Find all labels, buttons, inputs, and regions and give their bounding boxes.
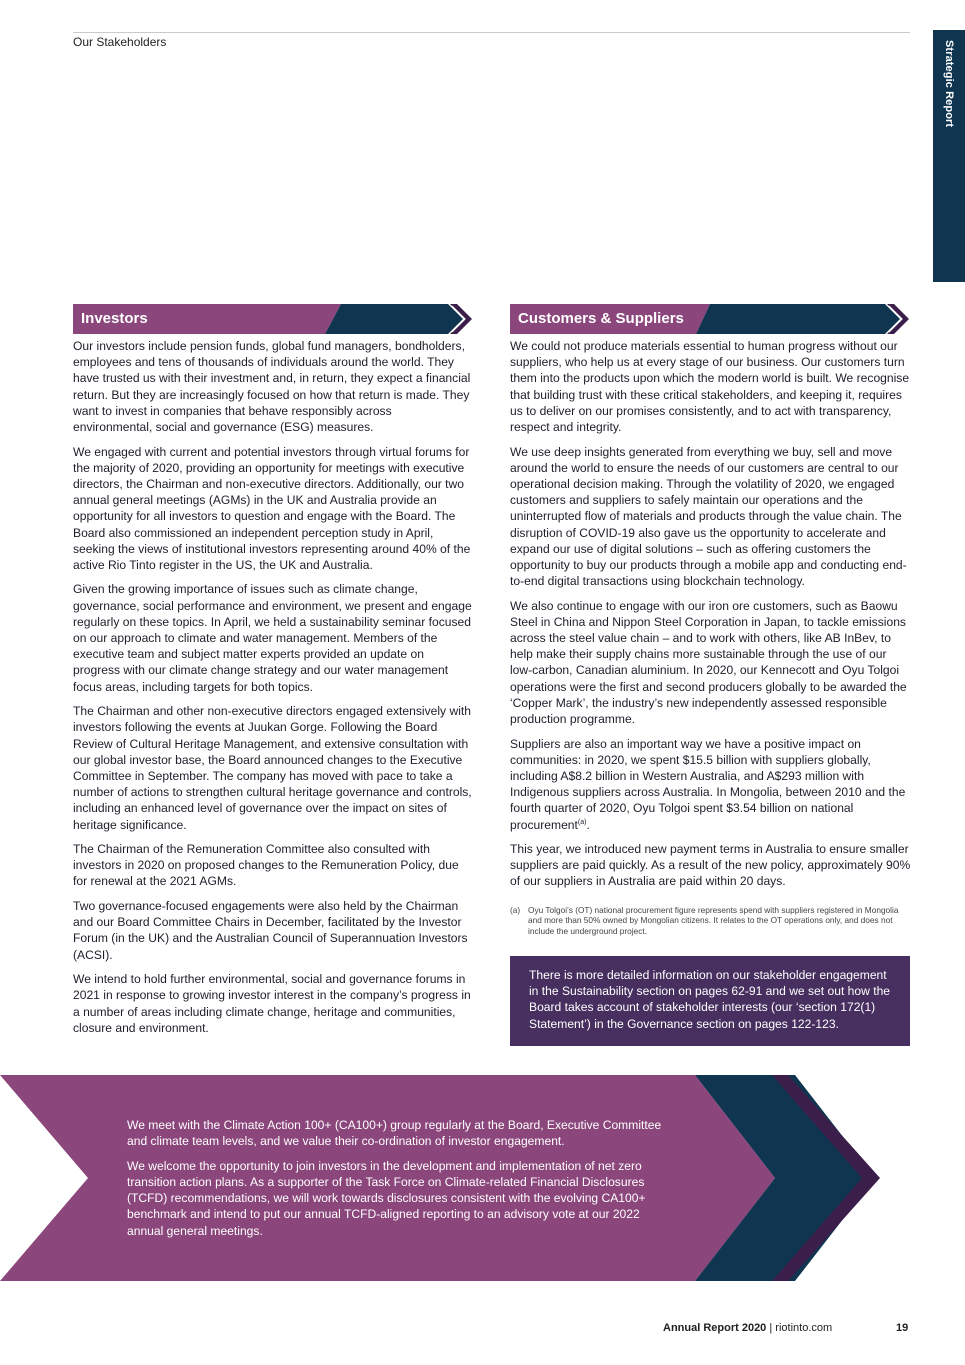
procurement-period: . — [586, 817, 590, 832]
investors-paragraph: We engaged with current and potential investors through virtual forums for the majority of 2020, providing an opportunity for meetings with executive directors, the Chairman and non-executive directors. Additionally, our two annual general meetings (AGMs) in the UK and Australia provide an opportunity for all investors to question and engage with the Board. The Board also commissioned an independent perception study in April, seeking the views of institutional investors representing around 40% of the active Rio Tinto register in the US, the UK and Australia. — [73, 444, 471, 572]
info-box-text: There is more detailed information on our stakeholder engagement in the Sustainability section on pages 62-91 and we set out how the Board takes account of stakeholder interests (our ‘section 172(1) Statement’) in the Governance section on pages 122-123. — [529, 968, 891, 1031]
investors-paragraph: Given the growing importance of issues such as climate change, governance, social performance and environment, we present and engage regularly on these topics. In April, we held a sustainability seminar focused on our approach to climate and water management. Members of the executive team and subject matter experts provided an update on progress with our climate change strategy and our water management focus areas, including targets for both topics. — [73, 582, 472, 694]
callout-paragraph: We welcome the opportunity to join investors in the development and implementation of net zero transition action plans. As a supporter of the Task Force on Climate-related Financial Disclosures (TCFD) recommendations, we will work towards disclosures consistent with the evolving CA100+ benchmark and intend to put our annual TCFD-aligned reporting to an advisory vote at our 2022 annual general meetings. — [127, 1158, 646, 1238]
side-tab-label: Strategic Report — [943, 40, 955, 128]
customers-body — [510, 338, 911, 936]
footnote-mark: (a) — [510, 904, 521, 915]
customers-paragraph-procurement — [510, 736, 911, 833]
footnote-reference: (a) — [577, 818, 587, 826]
procurement-text: Suppliers are also an important way we have a positive impact on communities: in 2020, we spent $15.5 billion with suppliers globally, including A$8.2 billion in Western Australia, and A$293 million with Indigenous suppliers across Australia. In Mongolia, between 2010 and the fourth quarter of 2020, Oyu Tolgoi spent $3.54 billion on national procurement — [510, 736, 906, 832]
customers-title: Customers & Suppliers — [518, 310, 684, 327]
customers-paragraph: This year, we introduced new payment terms in Australia to ensure smaller suppliers are paid quickly. As a result of the new policy, approximately 90% of our suppliers in Australia are paid within 20 days. — [510, 842, 911, 889]
investors-banner — [73, 304, 473, 334]
customers-banner — [510, 304, 910, 334]
customers-paragraph: We could not produce materials essential to human progress without our suppliers, who help us at every stage of our business. Our customers turn them into the products upon which the modern world is built. We recognise that building trust with these critical stakeholders, and keeping it, requires us to deliver on our promises consistently, and to act with transparency, respect and integrity. — [510, 339, 910, 435]
callout-paragraph: We meet with the Climate Action 100+ (CA100+) group regularly at the Board, Executive Committee and climate team levels, and we value their co-ordination of investor engagement. — [127, 1118, 662, 1149]
footer-report-title: Annual Report 2020 — [663, 1322, 767, 1334]
footer-separator: | — [769, 1322, 773, 1334]
investors-paragraph: Two governance-focused engagements were also held by the Chairman and our Board Committee Chairs in December, facilitated by the Investor Forum (in the UK) and the Australian Council of Superannuation Investors (ACSI). — [73, 898, 468, 962]
footer-report — [663, 1322, 832, 1334]
footnote-text: Oyu Tolgoi’s (OT) national procurement figure represents spend with suppliers registered in Mongolia and more than 50% owned by Mongolian citizens. It relates to the OT operations only, and does not include the underground project. — [528, 904, 899, 936]
investors-paragraph: The Chairman and other non-executive directors engaged extensively with investors following the events at Juukan Gorge. Following the Board Review of Cultural Heritage Management, and extensive consultation with our global investor base, the Board announced changes to the Executive Committee in September. The company has moved with pace to take a number of actions to strengthen cultural heritage governance and controls, including an enhanced level of governance over the impact on sites of heritage significance. — [73, 704, 472, 832]
investors-paragraph: We intend to hold further environmental, social and governance forums in 2021 in response to growing investor interest in the company’s progress in a number of areas including climate change, heritage and communities, closure and environment. — [73, 972, 471, 1035]
callout-text — [127, 1117, 667, 1247]
investors-paragraph: The Chairman of the Remuneration Committee also consulted with investors in 2020 on proposed changes to the Remuneration Policy, due for renewal at the 2021 AGMs. — [73, 842, 459, 889]
footer-site: riotinto.com — [775, 1322, 833, 1334]
section-label: Our Stakeholders — [73, 35, 167, 49]
page-number: 19 — [896, 1322, 909, 1334]
customers-paragraph: We use deep insights generated from everything we buy, sell and move around the world to ensure the needs of our customers are central to our operational decision making. Through the volatility of 2020, we engaged customers and suppliers to safely maintain our operations and the uninterrupted flow of materials and products through the value chain. The disruption of COVID-19 also gave us the opportunity to accelerate and expand our use of digital solutions – such as offering customers the opportunity to buy our products through a mobile app and conducting end-to-end digital transactions using blockchain technology. — [510, 444, 907, 589]
footnote — [510, 905, 911, 937]
investors-paragraph: Our investors include pension funds, global fund managers, bondholders, employees and tens of thousands of individuals around the world. They have trusted us with their investment and, in return, they expect a financial return. But they are increasingly focused on how that return is made. They want to invest in companies that behave responsibly across environmental, social and governance (ESG) measures. — [73, 339, 471, 435]
investors-body — [73, 338, 472, 1044]
top-rule — [73, 32, 910, 33]
investors-title: Investors — [81, 310, 148, 327]
info-box — [510, 956, 910, 1046]
customers-paragraph: We also continue to engage with our iron ore customers, such as Baowu Steel in China and Nippon Steel Corporation in Japan, to tackle emissions across the steel value chain – and to work with others, like AB InBev, to help make their supply chains more sustainable through the use of our low-carbon, Canadian aluminium. In 2020, our Kennecott and Oyu Tolgoi operations were the first and second producers globally to be awarded the ‘Copper Mark’, the industry’s new independently assessed responsible production programme. — [510, 598, 907, 727]
side-tab — [933, 30, 965, 282]
